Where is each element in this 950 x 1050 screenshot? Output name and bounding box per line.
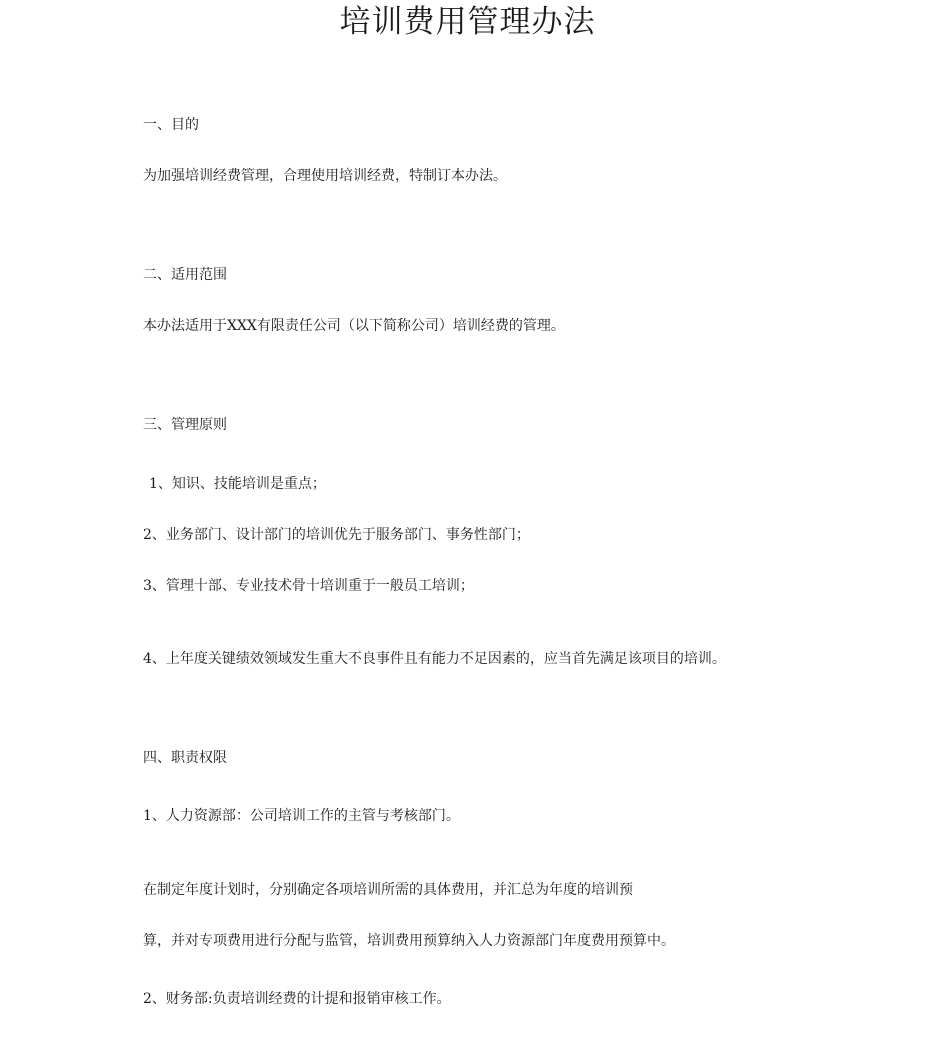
section-heading-principles: 三、管理原则 xyxy=(143,417,227,433)
responsibility-finance: 2、财务部:负责培训经费的计提和报销审核工作。 xyxy=(143,991,451,1007)
principle-item-1: 1、知识、技能培训是重点； xyxy=(149,476,326,492)
section-heading-purpose: 一、目的 xyxy=(143,117,199,133)
responsibility-hr: 1、人力资源部：公司培训工作的主管与考核部门。 xyxy=(143,808,460,824)
document-title: 培训费用管理办法 xyxy=(339,4,596,40)
section-heading-scope: 二、适用范围 xyxy=(143,267,227,283)
section-body-purpose: 为加强培训经费管理，合理使用培训经费，特制订本办法。 xyxy=(143,168,507,184)
section-heading-responsibilities: 四、职责权限 xyxy=(143,750,227,766)
responsibility-hr-detail-line1: 在制定年度计划时，分别确定各项培训所需的具体费用，并汇总为年度的培训预 xyxy=(143,882,633,898)
principle-item-2: 2、业务部门、设计部门的培训优先于服务部门、事务性部门； xyxy=(143,527,530,543)
responsibility-hr-detail-line2: 算，并对专项费用进行分配与监管，培训费用预算纳入人力资源部门年度费用预算中。 xyxy=(143,933,675,949)
section-body-scope: 本办法适用于XXX有限责任公司（以下简称公司）培训经费的管理。 xyxy=(143,318,565,334)
principle-item-4: 4、上年度关键绩效领域发生重大不良事件且有能力不足因素的，应当首先满足该项目的培训。 xyxy=(143,651,726,667)
principle-item-3: 3、管理十部、专业技术骨十培训重于一般员工培训； xyxy=(143,578,474,594)
